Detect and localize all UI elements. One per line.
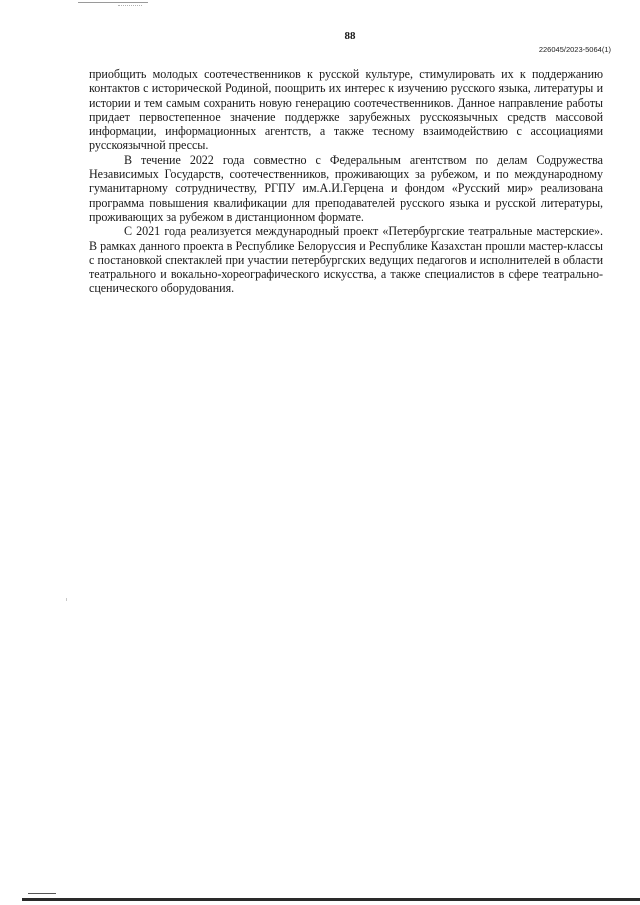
document-body <box>89 67 603 296</box>
scan-speck <box>66 598 67 601</box>
scan-footer-mark <box>28 893 56 894</box>
paragraph-training-program: В течение 2022 года совместно с Федеральным агентством по делам Содружества Независимых Государств, соотечественников, проживающих за рубежом, и по международному гуманитарному сотрудничеству, РГПУ им.А.И.Герцена и фондом «Русский мир» реализована программа повышения квалификации для преподавателей русского языка и русской литературы, проживающих за рубежом в дистанционном формате. <box>89 152 603 224</box>
scan-bottom-border <box>22 898 640 901</box>
document-reference-number: 226045/2023-5064(1) <box>538 45 611 54</box>
paragraph-theatre-workshops: С 2021 года реализуется международный проект «Петербургские театральные мастерские». В рамках данного проекта в Республике Белоруссия и Республике Казахстан прошли мастер-классы с постановкой спектаклей при участии петербургских ведущих педагогов и исполнителей в области театрального и вокально-хореографического искусства, а также специалистов в сфере театрально-сценического оборудования. <box>89 224 603 296</box>
scan-header-mark <box>78 2 148 9</box>
paragraph-continuation: приобщить молодых соотечественников к русской культуре, стимулировать их к поддержанию контактов с исторической Родиной, поощрить их интерес к изучению русского языка, литературы и истории и тем самым сохранить новую генерацию соотечественников. Данное направление работы придает первостепенное значение поддержке зарубежных русскоязычных средств массовой информации, информационных агентств, а также тесному взаимодействию с ассоциациями русскоязычной прессы. <box>89 67 603 153</box>
page-number: 88 <box>344 30 356 42</box>
